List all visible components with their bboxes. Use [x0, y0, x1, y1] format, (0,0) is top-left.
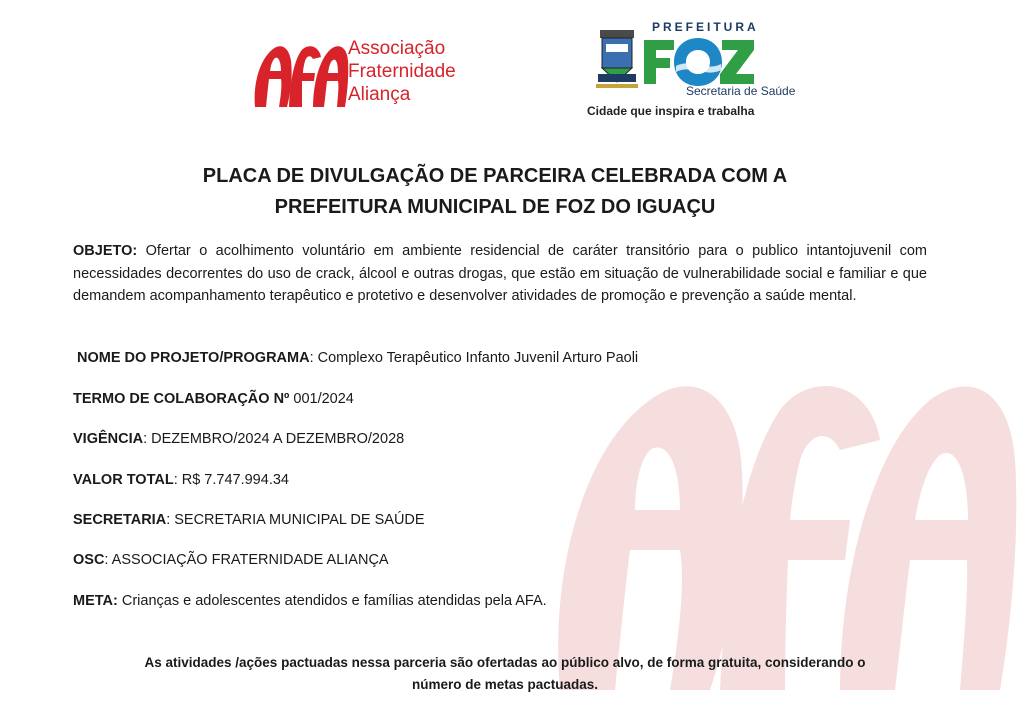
afa-logo-line3: Aliança — [348, 84, 411, 105]
field-projeto — [77, 350, 638, 366]
field-vigencia-label: VIGÊNCIA — [73, 431, 144, 447]
field-meta — [73, 593, 547, 609]
foz-secretaria-label: Secretaria de Saúde — [686, 84, 796, 98]
title-line2: PREFEITURA MUNICIPAL DE FOZ DO IGUAÇU — [274, 196, 716, 218]
foz-slogan: Cidade que inspira e trabalha — [587, 104, 755, 118]
field-osc — [73, 552, 389, 568]
field-osc-label: OSC — [73, 552, 105, 568]
field-projeto-value: : Complexo Terapêutico Infanto Juvenil Arturo Paoli — [309, 350, 639, 366]
field-meta-label: META: — [73, 593, 118, 609]
title-line1: PLACA DE DIVULGAÇÃO DE PARCEIRA CELEBRADA COM A — [202, 165, 788, 187]
field-termo-value: 001/2024 — [289, 391, 354, 407]
page-title — [110, 161, 880, 223]
field-osc-value: : ASSOCIAÇÃO FRATERNIDADE ALIANÇA — [104, 552, 389, 568]
objeto-label: OBJETO: — [73, 243, 138, 259]
afa-logo-line1: Associação — [348, 38, 446, 59]
footer-line1: As atividades /ações pactuadas nessa parceria são ofertadas ao público alvo, de forma gratuita, considerando o — [144, 655, 866, 670]
field-termo-label: TERMO DE COLABORAÇÃO Nº — [73, 391, 290, 407]
objeto-paragraph — [73, 240, 927, 308]
field-valor — [73, 472, 289, 488]
footer-note — [80, 652, 930, 696]
field-secretaria-label: SECRETARIA — [73, 512, 167, 528]
field-vigencia — [73, 431, 404, 447]
afa-logo-line2: Fraternidade — [348, 61, 456, 82]
field-valor-value: : R$ 7.747.994.34 — [173, 472, 289, 488]
field-secretaria-value: : SECRETARIA MUNICIPAL DE SAÚDE — [166, 512, 425, 528]
foz-prefeitura-label: PREFEITURA — [652, 20, 759, 34]
afa-logo-text — [348, 37, 456, 106]
field-termo — [73, 391, 354, 407]
afa-watermark-logo — [540, 330, 1020, 700]
field-projeto-label: NOME DO PROJETO/PROGRAMA — [77, 350, 310, 366]
objeto-text: Ofertar o acolhimento voluntário em ambiente residencial de caráter transitório para o publico intantojuvenil com necessidades decorrentes do uso de crack, álcool e outras drogas, que estão em situação de vulnerabilidade social e familiar e que demandem acompanhamento terapêutico e protetivo e desenvolver atividades de promoção e prevenção a saúde mental. — [73, 243, 927, 304]
field-meta-value: Crianças e adolescentes atendidos e famílias atendidas pela AFA. — [117, 593, 547, 609]
footer-line2: número de metas pactuadas. — [411, 677, 599, 692]
field-vigencia-value: : DEZEMBRO/2024 A DEZEMBRO/2028 — [143, 431, 405, 447]
field-valor-label: VALOR TOTAL — [73, 472, 174, 488]
field-secretaria — [73, 512, 425, 528]
